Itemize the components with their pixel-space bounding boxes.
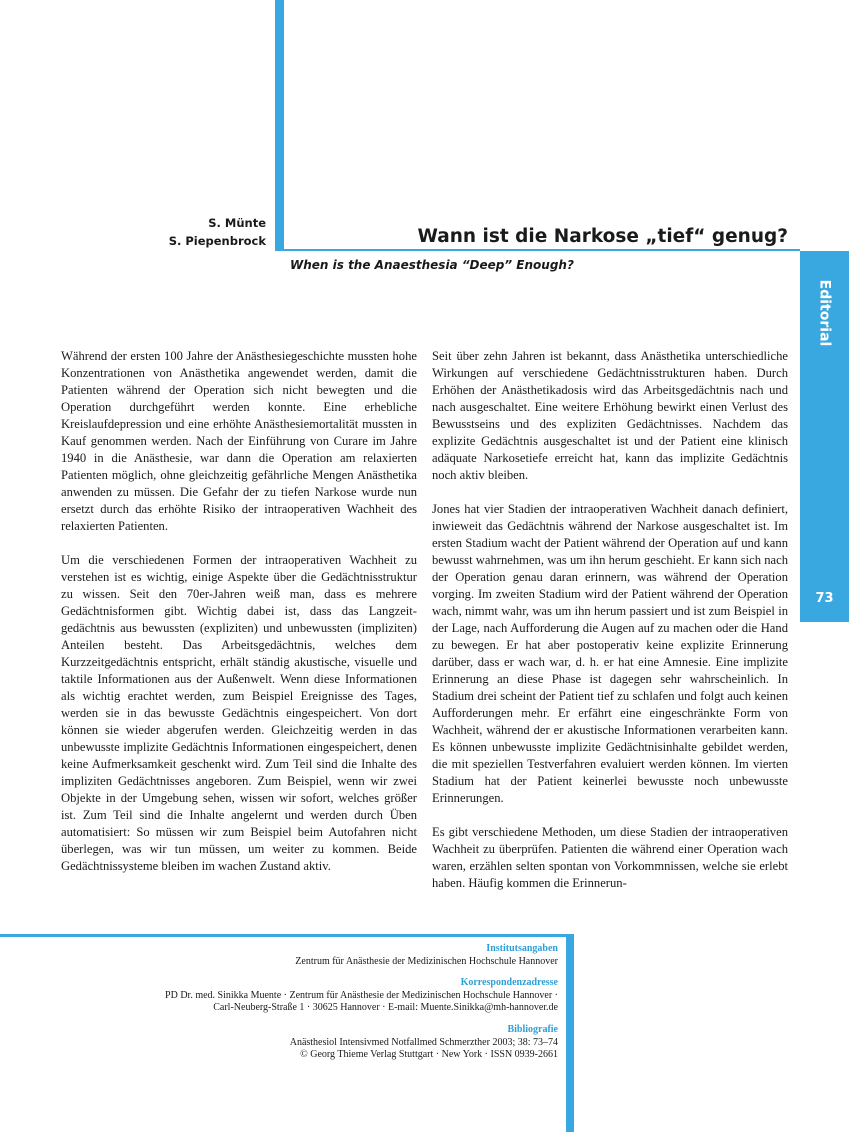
correspondence-heading: Korrespondenzadresse — [460, 977, 558, 989]
correspondence-line: Carl-Neuberg-Straße 1 · 30625 Hannover · E-mail: Muente.Sinikka@mh-hannover.de — [213, 1002, 558, 1014]
bibliography-heading: Bibliografie — [507, 1023, 558, 1035]
article-subtitle: When is the Anaesthesia “Deep” Enough? — [290, 258, 574, 272]
section-label: Editorial — [816, 279, 833, 347]
bibliography-line: © Georg Thieme Verlag Stuttgart · New York · ISSN 0939-2661 — [300, 1049, 558, 1061]
bibliography-line: Anästhesiol Intensivmed Notfallmed Schmerzther 2003; 38: 73–74 — [289, 1036, 558, 1048]
correspondence-line: PD Dr. med. Sinikka Muente · Zentrum für Anästhesie der Medizinischen Hochschule Hannover · — [165, 989, 558, 1001]
author-name: S. Münte — [208, 216, 266, 230]
paragraph: Um die verschiedenen Formen der intraoperativen Wachheit zu verstehen ist es wichtig, einige Aspekte über die Gedächtnisstruktur zu wissen. Seit den 70er-Jahren weiß man, dass es mehrere Gedächtnisformen gibt. Wichtig dabei ist, dass das Langzeitgedächtnis aus bewussten (expliziten) und unbewussten (impliziten) Anteilen besteht. Das Arbeitsgedächtnis, welches dem Kurzzeitgedächtnis entspricht, erhält ständig akustische, visuelle und taktile Informationen aus der Außenwelt. Wenn diese Informationen als wichtig erachtet werden, zum Beispiel Ereignisse des Tages, werden sie in das bewusste Gedächtnis eingespeichert. Von dort können sie wieder abgerufen werden. Gleichzeitig werden in das unbewusste implizite Gedächtnis Informationen eingespeichert, denen keine Aufmerksamkeit geschenkt wird. Zum Teil sind die Inhalte des impliziten Gedächtnisses angeboren. Zum Beispiel, wenn wir zwei Objekte in der Umgebung sehen, wissen wir sofort, welches größer ist. Zum Teil sind die Inhalte angelernt und werden durch Üben automatisiert: So müssen wir zum Beispiel beim Autofahren nicht überlegen, was wir tun müssen, um weiter zu kommen. Beide Gedächtnissysteme bleiben im wachen Zustand aktiv. — [61, 553, 417, 873]
article-title: Wann ist die Narkose „tief“ genug? — [417, 226, 788, 247]
author-name: S. Piepenbrock — [168, 234, 266, 248]
author-list — [60, 214, 266, 250]
footer-divider — [0, 934, 573, 937]
article-footer — [60, 943, 558, 1062]
section-tab — [800, 251, 849, 622]
page-number: 73 — [815, 591, 834, 606]
institution-heading: Institutsangaben — [486, 943, 558, 954]
paragraph: Während der ersten 100 Jahre der Anästhesiegeschichte mussten hohe Konzentrationen von Anästhetika angewendet werden, damit die Patienten während der Operation sich nicht bewegten und die Operation durchgeführt werden konnte. Eine erhebliche Kreislaufdepression und eine erhöhte Anästhesiemortalität mussten in Kauf genommen werden. Nach der Einführung von Curare im Jahre 1940 in die Anästhesie, war dann die Operation am relaxierten Patienten möglich, ohne gleichzeitig gefährliche Mengen Anästhetika anwenden zu müssen. Die Gefahr der zu tiefen Narkose wurde nun ersetzt durch das erhöhte Risiko der intraoperativen Wachheit des relaxierten Patienten. — [61, 349, 417, 533]
paragraph: Es gibt verschiedene Methoden, um diese Stadien der intraoperativen Wachheit zu überprüfen. Patienten die während einer Operation wach waren, erzählen selten spontan von Vorkommnissen, welche sie erlebt haben. Häufig kommen die Erinnerun- — [432, 825, 788, 890]
paragraph: Jones hat vier Stadien der intraoperativen Wachheit danach definiert, inwieweit das Gedächtnis während der Narkose ausgeschaltet ist. Im ersten Stadium wacht der Patient während der Operation auf und kann bewusst wahrnehmen, was um ihn herum geschieht. Er kann sich nach der Operation genau daran erinnern, was während der Operation vorging. Im zweiten Stadium wird der Patient während der Operation wach, nimmt wahr, was um ihn herum passiert und ist zum Beispiel in der Lage, nach Aufforderung die Augen auf zu machen oder die Hand zu bewegen. Er hat aber postoperativ keine explizite Erinnerung darüber, dass er wach war, d. h. er hat eine Amnesie. Eine implizite Erinnerung an diese Phase ist dagegen sehr wahrscheinlich. In Stadium drei scheint der Patient tief zu schlafen und folgt auch keinen Aufforderungen mehr. Er erfährt eine eingeschränkte Form von Wachheit, während der er akustische Informationen verarbeiten kann. Es können unbewusste implizite Gedächtnisinhalte gebildet werden, die mit speziellen Testverfahren evaluiert werden können. Im vierten Stadium hat der Patient keinerlei bewusste noch unbewusste Erinnerungen. — [432, 502, 788, 805]
footer-accent-bar — [566, 934, 574, 1132]
accent-vertical-bar — [275, 0, 284, 251]
paragraph: Seit über zehn Jahren ist bekannt, dass Anästhetika unterschiedliche Wirkungen auf verschiedene Gedächtnisstrukturen haben. Durch Erhöhen der Anästhetikadosis wird das Arbeitsgedächtnis nach und nach ausgeschaltet. Eine weitere Erhöhung bewirkt einen Verlust des Bewusstseins und des expliziten Gedächtnisses. Nachdem das explizite Gedächtnis ausgeschaltet ist und der Patient eine klinisch adäquate Narkosetiefe erreicht hat, kann das implizite Gedächtnis noch aktiv bleiben. — [432, 349, 788, 482]
body-column-right — [432, 348, 788, 892]
institution-text: Zentrum für Anästhesie der Medizinischen Hochschule Hannover — [295, 955, 558, 967]
body-column-left — [61, 348, 417, 875]
